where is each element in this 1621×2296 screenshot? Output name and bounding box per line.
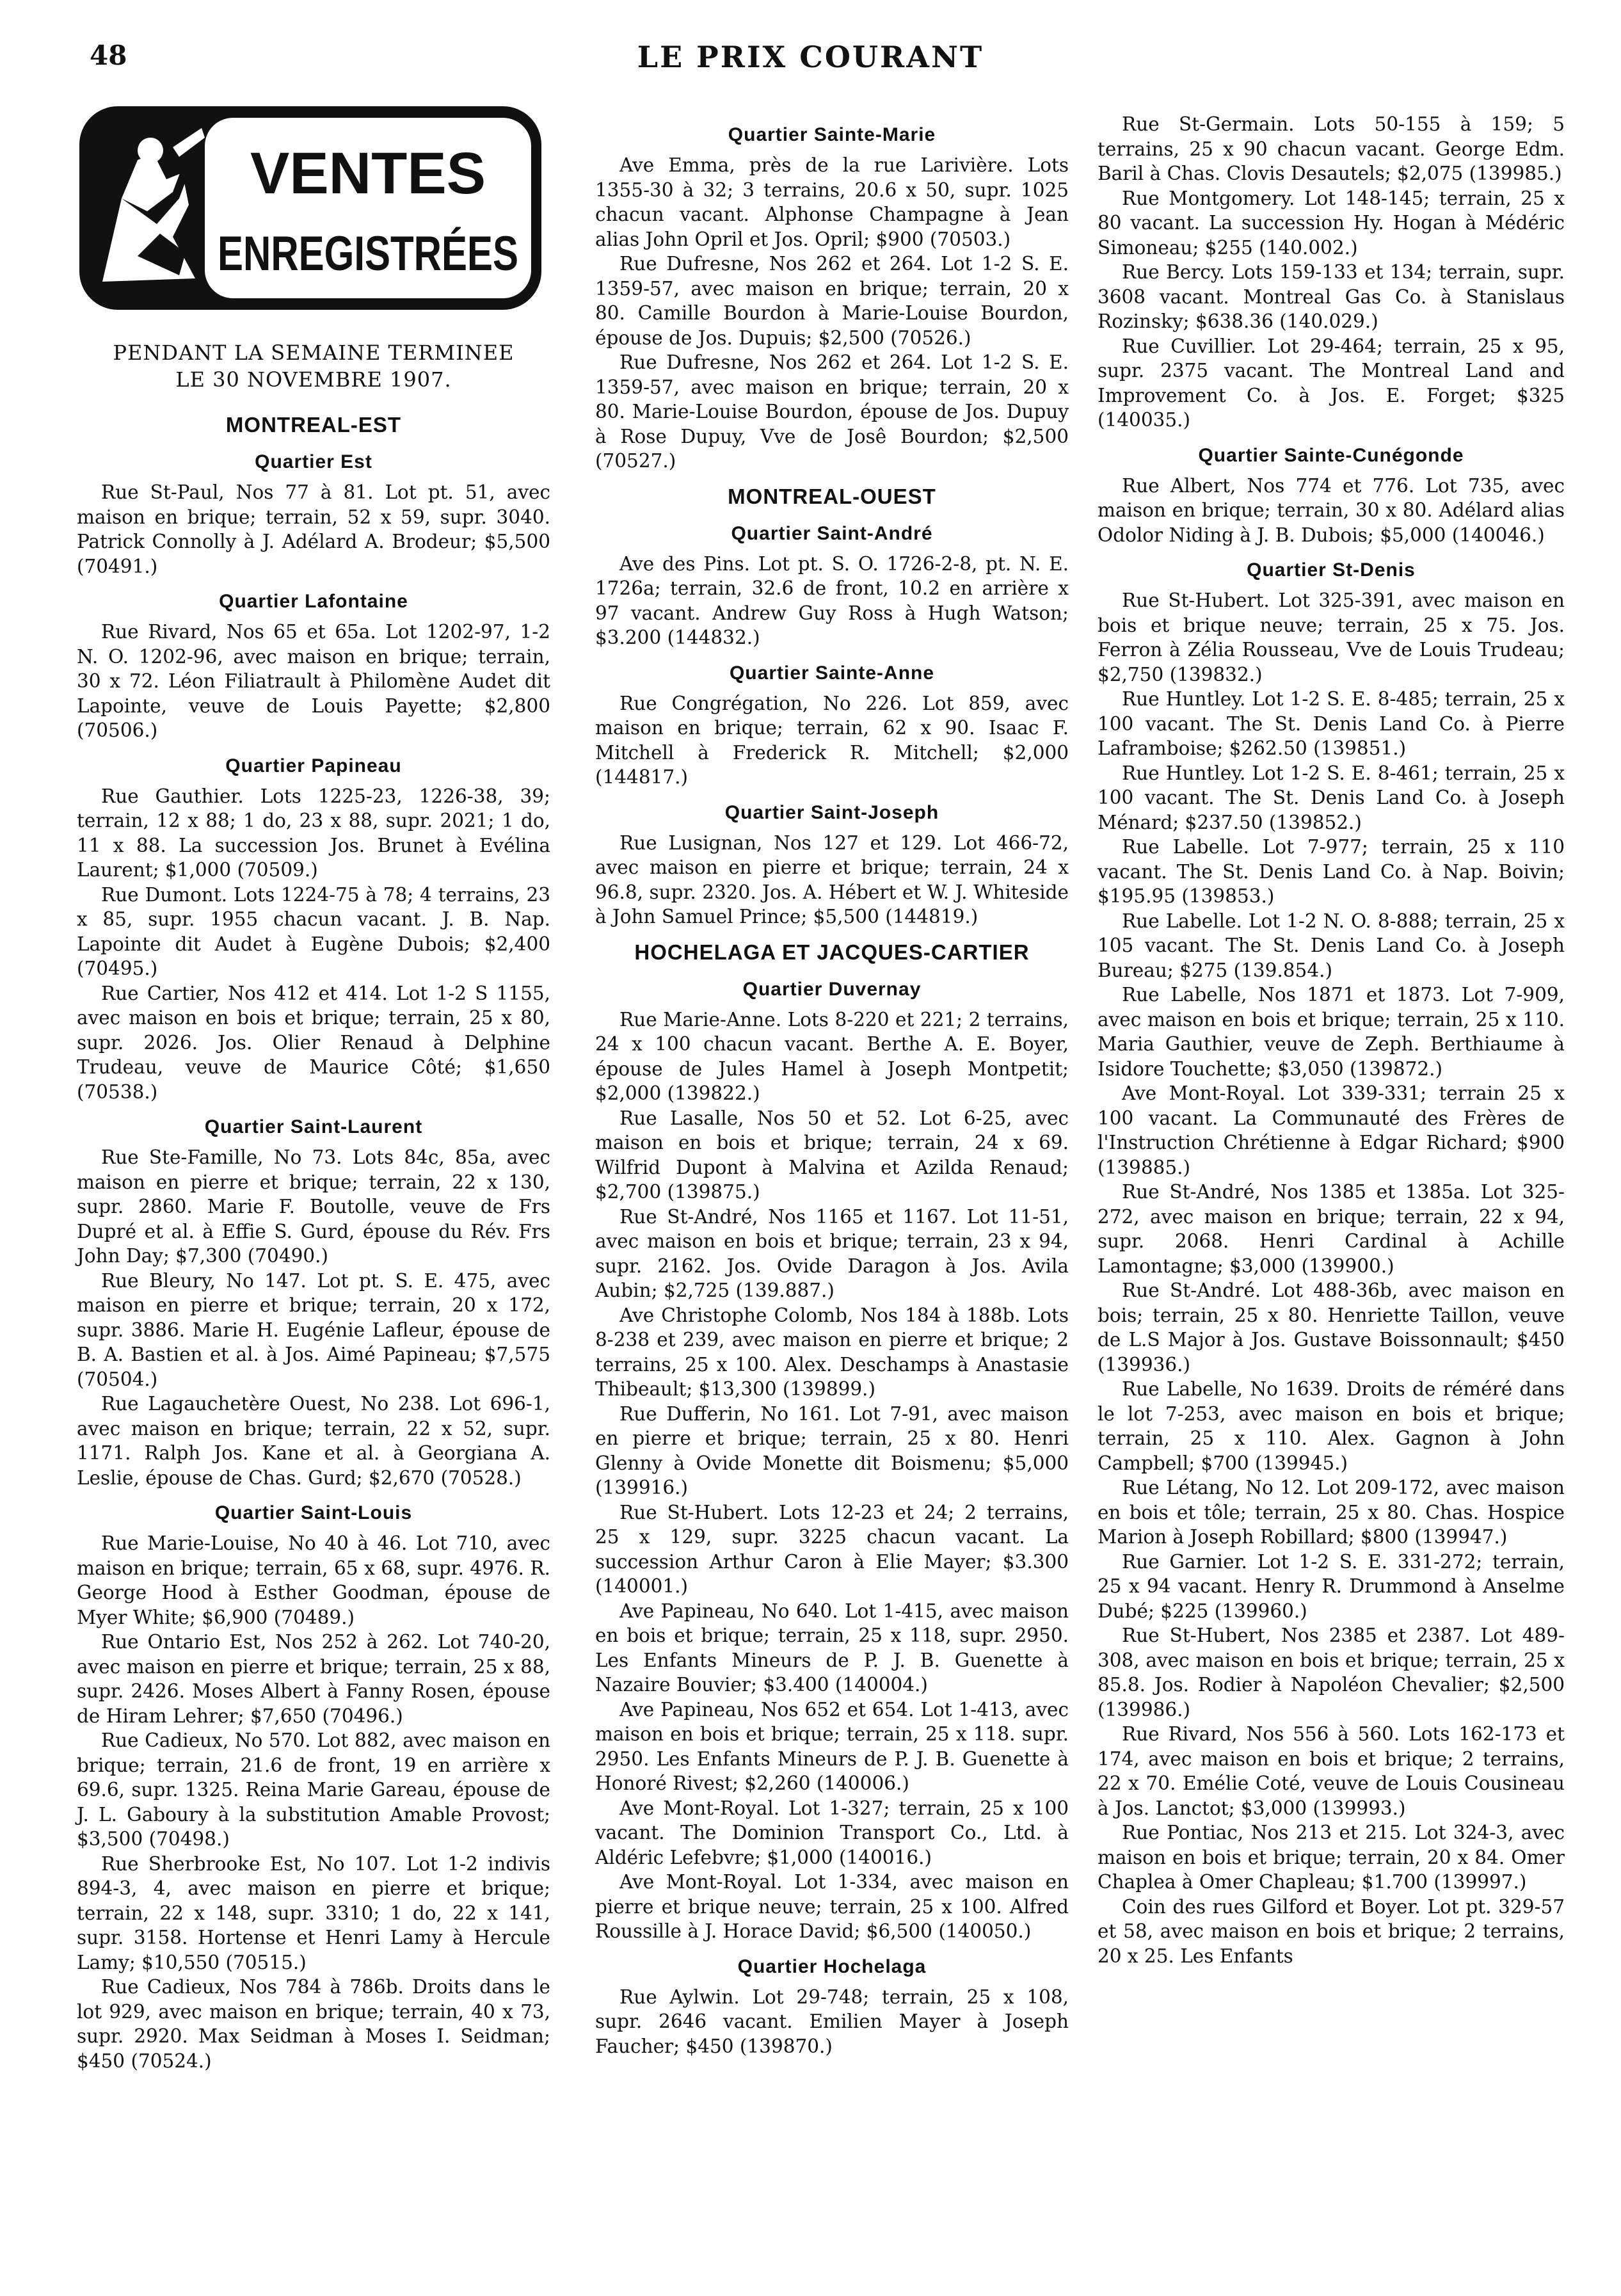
sale-entry: Coin des rues Gilford et Boyer. Lot pt. 329-57 et 58, avec maison en bois et brique; 2 terrains, 20 x 25. Les Enfants xyxy=(1098,1895,1565,1967)
sale-entry: Rue Ontario Est, Nos 252 à 262. Lot 740-20, avec maison en pierre et brique; terrain, 25 x 88, supr. 2426. Moses Albert à Fanny Rosen, épouse de Hiram Lehrer; $7,650 (70496.) xyxy=(77,1631,550,1727)
sale-entry: Rue Cuvillier. Lot 29-464; terrain, 25 x 95, supr. 2375 vacant. The Montreal Land and Improvement Co. à Jos. E. Forget; $325 (140035.) xyxy=(1098,335,1565,431)
sale-entry: Rue Huntley. Lot 1-2 S. E. 8-461; terrain, 25 x 100 vacant. The St. Denis Land Co. à Joseph Ménard; $237.50 (139852.) xyxy=(1098,762,1565,833)
sale-entry: Rue Huntley. Lot 1-2 S. E. 8-485; terrain, 25 x 100 vacant. The St. Denis Land Co. à Pierre Laframboise; $262.50 (139851.) xyxy=(1098,688,1565,759)
sale-entry: Rue Cartier, Nos 412 et 414. Lot 1-2 S 1155, avec maison en bois et brique; terrain, 25 x 80, supr. 2026. Jos. Olier Renaud à Delphine Trudeau, veuve de Maurice Côté; $1,650 (70538.) xyxy=(77,982,550,1103)
sale-entry: Rue Marie-Louise, No 40 à 46. Lot 710, avec maison en brique; terrain, 65 x 68, supr. 4976. R. George Hood à Esther Goodman, épouse de Myer White; $6,900 (70489.) xyxy=(77,1532,550,1628)
sale-entry: Ave Emma, près de la rue Larivière. Lots 1355-30 à 32; 3 terrains, 20.6 x 50, supr. 1025 chacun vacant. Alphonse Champagne à Jean alias John Opril et Jos. Opril; $900 (70503.) xyxy=(595,154,1069,250)
sale-entry: Rue Dumont. Lots 1224-75 à 78; 4 terrains, 23 x 85, supr. 1955 chacun vacant. J. B. Nap. Lapointe dit Audet à Eugène Dubois; $2,400 (70495.) xyxy=(77,883,550,979)
sale-entry: Rue Marie-Anne. Lots 8-220 et 221; 2 terrains, 24 x 100 chacun vacant. Berthe A. E. Boyer, épouse de Jules Hamel à Joseph Montpetit; $2,000 (139822.) xyxy=(595,1008,1069,1104)
sale-entry: Rue Dufresne, Nos 262 et 264. Lot 1-2 S. E. 1359-57, avec maison en brique; terrain, 20 x 80. Camille Bourdon à Marie-Louise Bourdon, épouse de Jos. Dupuis; $2,500 (70526.) xyxy=(595,253,1069,349)
sale-entry: Rue Montgomery. Lot 148-145; terrain, 25 x 80 vacant. La succession Hy. Hogan à Médéric Simoneau; $255 (140.002.) xyxy=(1098,187,1565,259)
quartier-heading: Quartier Sainte-Anne xyxy=(729,662,935,684)
sale-entry: Rue St-Germain. Lots 50-155 à 159; 5 terrains, 25 x 90 chacun vacant. George Edm. Baril à Chas. Clovis Desautels; $2,075 (139985.) xyxy=(1098,113,1565,184)
week-line2: LE 30 NOVEMBRE 1907. xyxy=(175,367,452,392)
sale-entry: Rue Congrégation, No 226. Lot 859, avec maison en brique; terrain, 62 x 90. Isaac F. Mitchell à Frederick R. Mitchell; $2,000 (144817.) xyxy=(595,692,1069,788)
sale-entry: Rue Albert, Nos 774 et 776. Lot 735, avec maison en brique; terrain, 30 x 80. Adélard alias Odolor Niding à J. B. Dubois; $5,000 (140046.) xyxy=(1098,474,1565,546)
sale-entry: Ave Mont-Royal. Lot 339-331; terrain 25 x 100 vacant. La Communauté des Frères de l'Instruction Chrétienne à Edgar Richard; $900 (139885.) xyxy=(1098,1082,1565,1178)
sale-entry: Ave Christophe Colomb, Nos 184 à 188b. Lots 8-238 et 239, avec maison en pierre et brique; 2 terrains, 25 x 100. Alex. Deschamps à Anastasie Thibeault; $13,300 (139899.) xyxy=(595,1304,1069,1400)
col2-entries xyxy=(595,122,1069,2059)
quartier-heading: Quartier Saint-Louis xyxy=(214,1502,413,1523)
sale-entry: Ave Papineau, No 640. Lot 1-415, avec maison en bois et brique; terrain, 25 x 118, supr. 2950. Les Enfants Mineurs de P. J. B. Guenette à Nazaire Bouvier; $3.400 (140004.) xyxy=(595,1600,1069,1696)
sale-entry: Rue St-André. Lot 488-36b, avec maison en bois; terrain, 25 x 80. Henriette Taillon, veuve de L.S Major à Jos. Gustave Boissonnault; $450 (139936.) xyxy=(1098,1280,1565,1376)
district-heading: MONTREAL-EST xyxy=(225,413,402,437)
sale-entry: Rue St-Hubert. Lot 325-391, avec maison en bois et brique neuve; terrain, 25 x 75. Jos. Ferron à Zélia Rousseau, Vve de Louis Trudeau; $2,750 (139832.) xyxy=(1098,590,1565,686)
sale-entry: Rue Cadieux, No 570. Lot 882, avec maison en brique; terrain, 21.6 de front, 19 en arrière x 69.6, supr. 1325. Reina Marie Gareau, épouse de J. L. Gaboury à la substitution Amable Provost; $3,500 (70498.) xyxy=(77,1730,550,1850)
district-heading: MONTREAL-OUEST xyxy=(728,484,936,508)
sale-entry: Rue Garnier. Lot 1-2 S. E. 331-272; terrain, 25 x 94 vacant. Henry R. Drummond à Anselme Dubé; $225 (139960.) xyxy=(1098,1550,1565,1622)
sale-entry: Rue St-Paul, Nos 77 à 81. Lot pt. 51, avec maison en brique; terrain, 52 x 59, supr. 3040. Patrick Connolly à J. Adélard A. Brodeur; $5,500 (70491.) xyxy=(77,481,550,577)
sale-entry: Rue Dufresne, Nos 262 et 264. Lot 1-2 S. E. 1359-57, avec maison en brique; terrain, 20 x 80. Marie-Louise Bourdon, épouse de Jos. Dupuy à Rose Dupuy, Vve de Josê Bourdon; $2,500 (70527.) xyxy=(595,351,1069,472)
week-heading xyxy=(77,339,550,393)
quartier-heading: Quartier Saint-André xyxy=(731,522,933,544)
column-1 xyxy=(77,102,550,2073)
sale-entry: Rue Gauthier. Lots 1225-23, 1226-38, 39; terrain, 12 x 88; 1 do, 23 x 88, supr. 2021; 1 do, 11 x 88. La succession Jos. Brunet à Evélina Laurent; $1,000 (70509.) xyxy=(77,785,550,881)
sale-entry: Rue Létang, No 12. Lot 209-172, avec maison en bois et tôle; terrain, 25 x 80. Chas. Hospice Marion à Joseph Robillard; $800 (139947.) xyxy=(1098,1477,1565,1548)
ventes-banner xyxy=(77,102,544,314)
quartier-heading: Quartier Saint-Joseph xyxy=(724,801,939,823)
sale-entry: Ave des Pins. Lot pt. S. O. 1726-2-8, pt. N. E. 1726a; terrain, 32.6 de front, 10.2 en arrière x 97 vacant. Andrew Guy Ross à Hugh Watson; $3.200 (144832.) xyxy=(595,552,1069,648)
sale-entry: Rue St-Hubert, Nos 2385 et 2387. Lot 489-308, avec maison en bois et brique; terrain, 25 x 85.8. Jos. Rodier à Napoléon Chevalier; $2,500 (139986.) xyxy=(1098,1625,1565,1721)
sale-entry: Rue St-Hubert. Lots 12-23 et 24; 2 terrains, 25 x 129, supr. 3225 chacun vacant. La succession Arthur Caron à Elie Mayer; $3.300 (140001.) xyxy=(595,1501,1069,1597)
column-3 xyxy=(1098,112,1565,1968)
quartier-heading: Quartier Hochelaga xyxy=(737,1955,927,1977)
quartier-heading: Quartier Saint-Laurent xyxy=(204,1116,423,1137)
sale-entry: Rue Bleury, No 147. Lot pt. S. E. 475, avec maison en pierre et brique; terrain, 20 x 172, supr. 3886. Marie H. Eugénie Lafleur, épouse de B. A. Bastien et al. à Jos. Aimé Papineau; $7,575 (70504.) xyxy=(77,1269,550,1390)
sale-entry: Rue Lasalle, Nos 50 et 52. Lot 6-25, avec maison en bois et brique; terrain, 24 x 69. Wilfrid Dupont à Malvina et Azilda Renaud; $2,700 (139875.) xyxy=(595,1107,1069,1203)
sale-entry: Rue Rivard, Nos 556 à 560. Lots 162-173 et 174, avec maison en bois et brique; 2 terrains, 22 x 70. Emélie Coté, veuve de Louis Cousineau à Jos. Lanctot; $3,000 (139993.) xyxy=(1098,1723,1565,1819)
sale-entry: Rue Cadieux, Nos 784 à 786b. Droits dans le lot 929, avec maison en brique; terrain, 40 x 73, supr. 2920. Max Seidman à Moses I. Seidman; $450 (70524.) xyxy=(77,1976,550,2072)
running-head-title: LE PRIX COURANT xyxy=(637,40,984,74)
week-line1: PENDANT LA SEMAINE TERMINEE xyxy=(113,341,515,365)
quartier-heading: Quartier St-Denis xyxy=(1247,559,1416,581)
quartier-heading: Quartier Est xyxy=(255,451,372,472)
col1-entries xyxy=(77,411,550,2073)
sale-entry: Rue Dufferin, No 161. Lot 7-91, avec maison en pierre et brique; terrain, 25 x 80. Henri Glenny à Ovide Monette dit Boismenu; $5,000 (139916.) xyxy=(595,1402,1069,1498)
banner-graphic xyxy=(77,102,544,314)
quartier-heading: Quartier Sainte-Marie xyxy=(728,124,936,145)
banner-line2: ENREGISTRÉES xyxy=(218,227,518,281)
sale-entry: Rue Labelle, No 1639. Droits de réméré dans le lot 7-253, avec maison en bois et brique; terrain, 25 x 110. Alex. Gagnon à John Campbell; $700 (139945.) xyxy=(1098,1378,1565,1474)
sale-entry: Ave Papineau, Nos 652 et 654. Lot 1-413, avec maison en bois et brique; terrain, 25 x 118. supr. 2950. Les Enfants Mineurs de P. J. B. Guenette à Honoré Rivest; $2,260 (140006.) xyxy=(595,1698,1069,1794)
sale-entry: Rue Pontiac, Nos 213 et 215. Lot 324-3, avec maison en bois et brique; terrain, 20 x 84. Omer Chaplea à Omer Chapleau; $1.700 (139997.) xyxy=(1098,1822,1565,1893)
sale-entry: Ave Mont-Royal. Lot 1-327; terrain, 25 x 100 vacant. The Dominion Transport Co., Ltd. à Aldéric Lefebvre; $1,000 (140016.) xyxy=(595,1797,1069,1868)
sale-entry: Rue Aylwin. Lot 29-748; terrain, 25 x 108, supr. 2646 vacant. Emilien Mayer à Joseph Faucher; $450 (139870.) xyxy=(595,1986,1069,2057)
quartier-heading: Quartier Lafontaine xyxy=(219,591,408,612)
col3-entries xyxy=(1098,112,1565,1968)
column-2 xyxy=(595,112,1069,2059)
quartier-heading: Quartier Papineau xyxy=(225,755,402,776)
sale-entry: Rue Labelle. Lot 7-977; terrain, 25 x 110 vacant. The St. Denis Land Co. à Nap. Boivin; $195.95 (139853.) xyxy=(1098,836,1565,907)
page-number: 48 xyxy=(90,40,127,71)
sale-entry: Rue Ste-Famille, No 73. Lots 84c, 85a, avec maison en pierre et brique; terrain, 22 x 130, supr. 2860. Marie F. Boutolle, veuve de Frs Dupré et al. à Effie S. Gurd, épouse du Rév. Frs John Day; $7,300 (70490.) xyxy=(77,1146,550,1267)
sale-entry: Rue Lusignan, Nos 127 et 129. Lot 466-72, avec maison en pierre et brique; terrain, 24 x 96.8, supr. 2320. Jos. A. Hébert et W. J. Whiteside à John Samuel Prince; $5,500 (144819.) xyxy=(595,831,1069,927)
quartier-heading: Quartier Sainte-Cunégonde xyxy=(1198,444,1464,466)
sale-entry: Rue Labelle. Lot 1-2 N. O. 8-888; terrain, 25 x 105 vacant. The St. Denis Land Co. à Joseph Bureau; $275 (139.854.) xyxy=(1098,910,1565,981)
banner-line1: VENTES xyxy=(250,141,486,206)
sale-entry: Rue Lagauchetère Ouest, No 238. Lot 696-1, avec maison en brique; terrain, 22 x 52, supr. 1171. Ralph Jos. Kane et al. à Georgiana A. Leslie, épouse de Chas. Gurd; $2,670 (70528.) xyxy=(77,1393,550,1489)
sale-entry: Ave Mont-Royal. Lot 1-334, avec maison en pierre et brique neuve; terrain, 25 x 100. Alfred Roussille à J. Horace David; $6,500 (140050.) xyxy=(595,1871,1069,1942)
sale-entry: Rue St-André, Nos 1165 et 1167. Lot 11-51, avec maison en bois et brique; terrain, 23 x 94, supr. 2162. Jos. Ovide Daragon à Jos. Avila Aubin; $2,725 (139.887.) xyxy=(595,1205,1069,1301)
district-heading: HOCHELAGA ET JACQUES-CARTIER xyxy=(634,940,1030,964)
sale-entry: Rue Rivard, Nos 65 et 65a. Lot 1202-97, 1-2 N. O. 1202-96, avec maison en brique; terrain, 30 x 72. Léon Filiatrault à Philomène Audet dit Lapointe, veuve de Louis Payette; $2,800 (70506.) xyxy=(77,621,550,741)
sale-entry: Rue Labelle, Nos 1871 et 1873. Lot 7-909, avec maison en bois et brique; terrain, 25 x 110. Maria Gauthier, veuve de Zeph. Berthiaume à Isidore Touchette; $3,050 (139872.) xyxy=(1098,984,1565,1080)
sale-entry: Rue Bercy. Lots 159-133 et 134; terrain, supr. 3608 vacant. Montreal Gas Co. à Stanislaus Rozinsky; $638.36 (140.029.) xyxy=(1098,261,1565,332)
sale-entry: Rue St-André, Nos 1385 et 1385a. Lot 325-272, avec maison en brique; terrain, 22 x 94, supr. 2068. Henri Cardinal à Achille Lamontagne; $3,000 (139900.) xyxy=(1098,1181,1565,1277)
sale-entry: Rue Sherbrooke Est, No 107. Lot 1-2 indivis 894-3, 4, avec maison en pierre et brique; terrain, 22 x 148, supr. 3310; 1 do, 22 x 141, supr. 3158. Hortense et Henri Lamy à Hercule Lamy; $10,550 (70515.) xyxy=(77,1852,550,1973)
quartier-heading: Quartier Duvernay xyxy=(742,978,922,1000)
